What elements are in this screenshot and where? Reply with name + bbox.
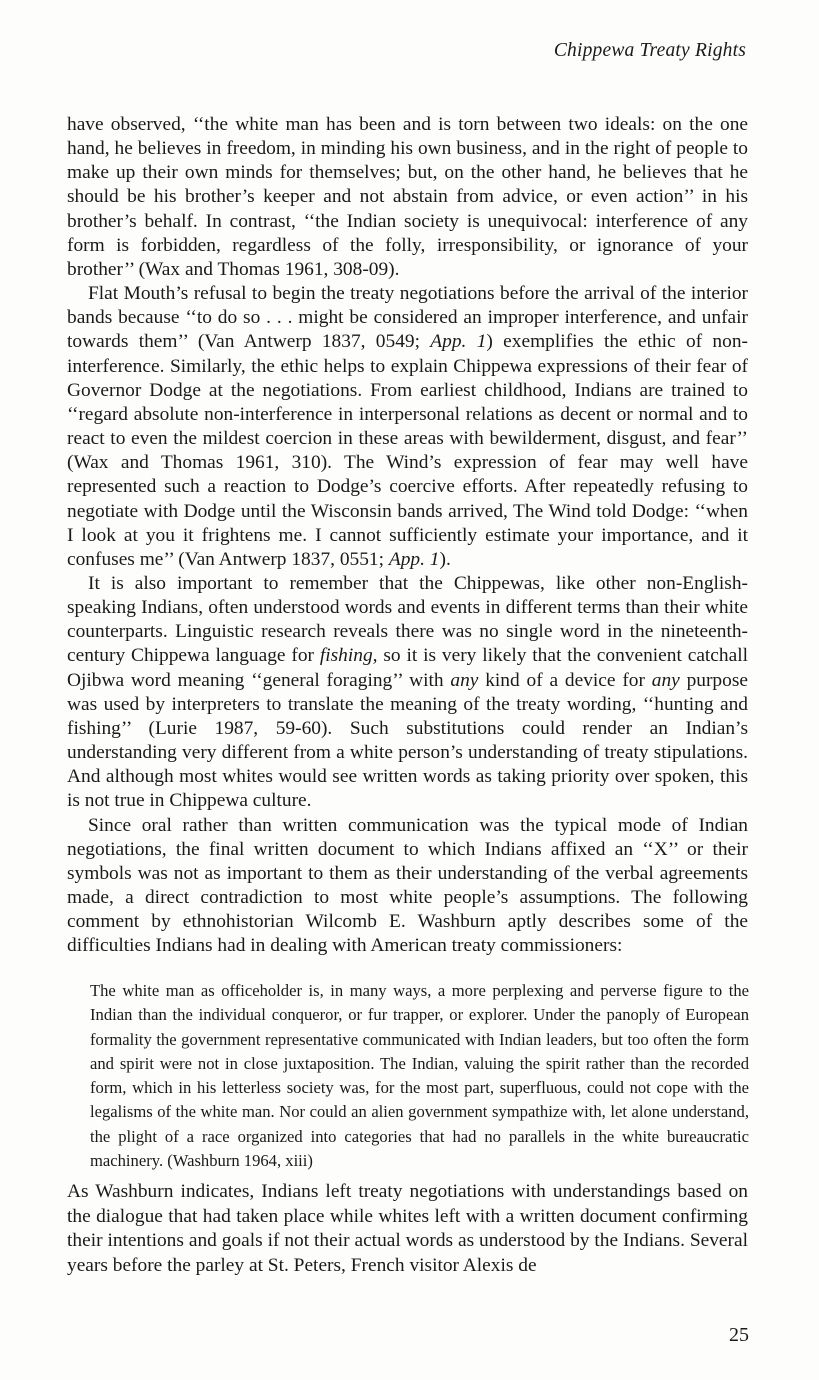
- text-run: Since oral rather than written communication was the typical mode of Indian negotiations, the final written document to which Indians affixed an ‘‘X’’ or their symbols was not as important to them as their understanding of the verbal agreements made, a direct contradiction to most white people’s assumptions. The following comment by ethnohistorian Wilcomb E. Washburn aptly describes some of the difficulties Indians had in dealing with American treaty commissioners:: [67, 814, 748, 957]
- text-run: kind of a device for: [478, 669, 652, 691]
- text-run: ).: [439, 548, 451, 570]
- closing-text: [67, 1180, 748, 1278]
- main-text-column: [67, 113, 748, 958]
- italic-run: App. 1: [388, 548, 440, 570]
- paragraph: [67, 814, 748, 959]
- paragraph: [67, 282, 748, 572]
- block-quote-text: The white man as officeholder is, in many ways, a more perplexing and perverse figure to the Indian than the individual conqueror, or fur trapper, or explorer. Under the panoply of European formality the government representative communicated with Indian leaders, but too often the form and spirit were not in close juxtaposition. The Indian, valuing the spirit rather than the recorded form, which in his letterless society was, for the most part, superfluous, could not cope with the legalisms of the white man. Nor could an alien government sympathize with, let alone understand, the plight of a race organized into categories that had no parallels in the white bureaucratic machinery. (Washburn 1964, xiii): [90, 981, 749, 1171]
- italic-run: App. 1: [430, 331, 487, 353]
- text-run: Flat Mouth’s refusal to begin the treaty negotiations before the arrival of the interior bands because ‘‘to do so . . . might be considered an improper interference, and unfair towards them’’ (Van Antwerp 1837, 0549;: [67, 283, 748, 353]
- page-number: 25: [729, 1324, 749, 1346]
- text-run: purpose was used by interpreters to translate the meaning of the treaty wording, ‘‘hunting and fishing’’ (Lurie 1987, 59-60). Such substitutions could render an Indian’s understanding very different from a white person’s understanding of treaty stipulations. And although most whites would see written words as taking priority over spoken, this is not true in Chippewa culture.: [67, 669, 748, 812]
- text-run: have observed, ‘‘the white man has been and is torn between two ideals: on the one hand, he believes in freedom, in minding his own business, and in the right of people to make up their own minds for themselves; but, on the other hand, he believes that he should be his brother’s keeper and not abstain from advice, or even action’’ in his brother’s behalf. In contrast, ‘‘the Indian society is unequivocal: interference of any form is forbidden, regardless of the folly, irresponsibility, or ignorance of your brother’’ (Wax and Thomas 1961, 308-09).: [67, 114, 748, 280]
- text-run: ) exemplifies the ethic of non-interference. Similarly, the ethic helps to explain Chippewa expressions of their fear of Governor Dodge at the negotiations. From earliest childhood, Indians are trained to ‘‘regard absolute non-interference in interpersonal relations as decent or normal and to react to even the mildest coercion in these areas with bewilderment, disgust, and fear’’ (Wax and Thomas 1961, 310). The Wind’s expression of fear may well have represented such a reaction to Dodge’s coercive efforts. After repeatedly refusing to negotiate with Dodge until the Wisconsin bands arrived, The Wind told Dodge: ‘‘when I look at you it frightens me. I cannot sufficiently estimate your importance, and it confuses me’’ (Van Antwerp 1837, 0551;: [67, 331, 748, 570]
- running-head-title: Chippewa Treaty Rights: [553, 40, 746, 61]
- block-quote: [90, 979, 749, 1173]
- text-run: so it is very likely that the convenient catchall Ojibwa word meaning ‘‘general foraging’’ with: [67, 645, 748, 691]
- paragraph: [67, 113, 748, 282]
- italic-run: any: [450, 669, 479, 691]
- closing-paragraph: As Washburn indicates, Indians left treaty negotiations with understandings based on the dialogue that had taken place while whites left with a written document confirming their intentions and goals if not their actual words as understood by the Indians. Several years before the parley at St. Peters, French visitor Alexis de: [67, 1181, 748, 1276]
- italic-run: fishing,: [319, 645, 378, 667]
- paragraph: [67, 572, 748, 814]
- text-run: It is also important to remember that the Chippewas, like other non-English-speaking Indians, often understood words and events in different terms than their white counterparts. Linguistic research reveals there was no single word in the nineteenth-century Chippewa language for: [67, 572, 748, 667]
- italic-run: any: [651, 669, 680, 691]
